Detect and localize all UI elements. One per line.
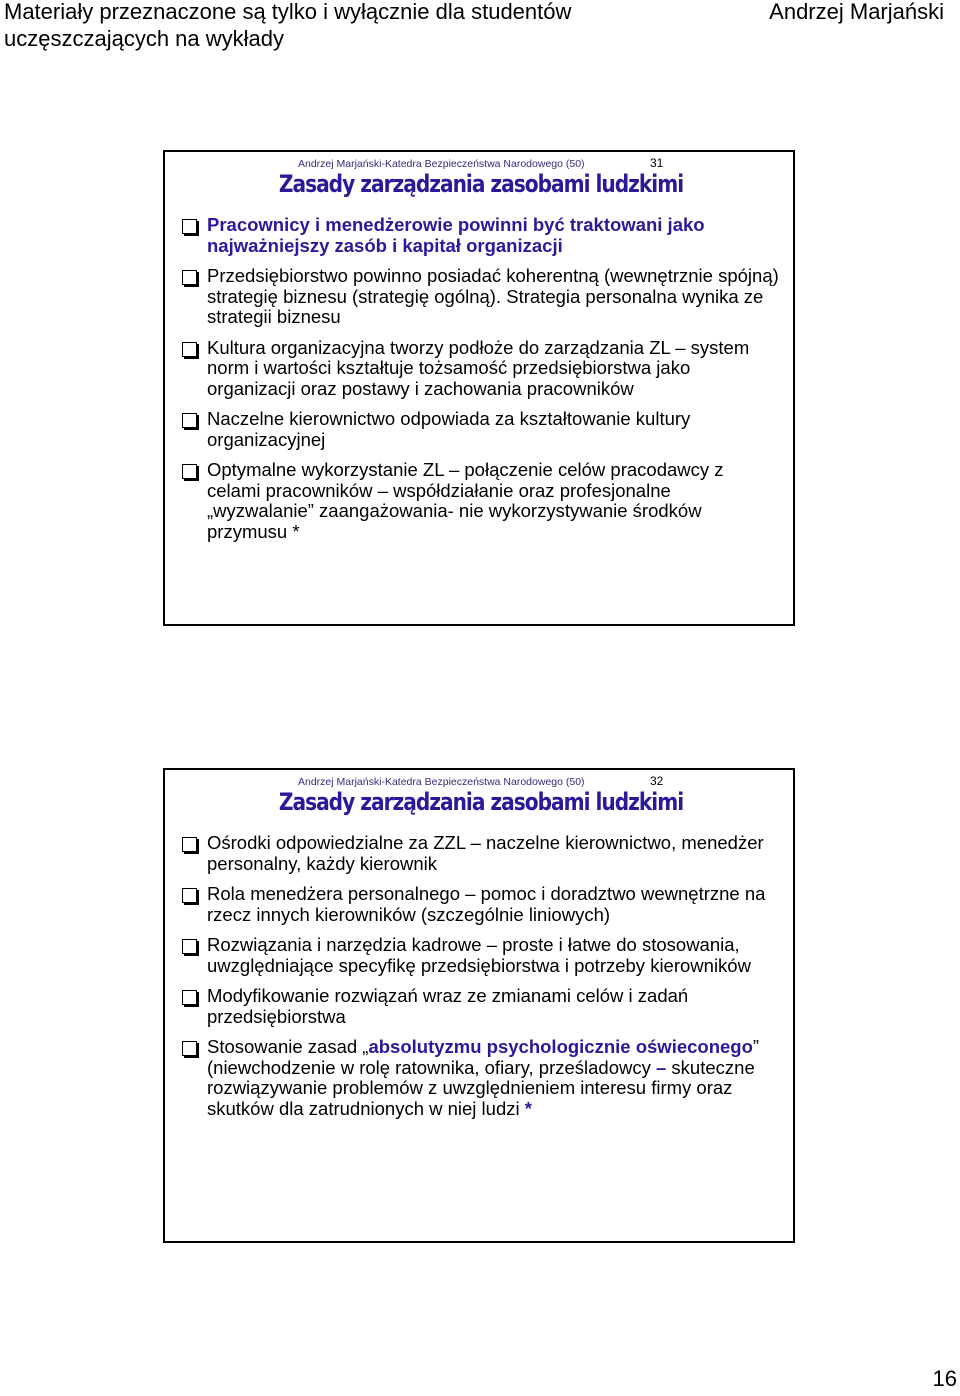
bullet-item: [180, 1037, 780, 1119]
checkbox-bullet-icon: [182, 837, 197, 852]
checkbox-bullet-icon: [182, 888, 197, 903]
checkbox-bullet-icon: [182, 939, 197, 954]
bullet-item: [180, 215, 780, 256]
emphasis-dash: –: [656, 1056, 667, 1078]
slide-31: [163, 150, 795, 626]
checkbox-bullet-icon: [182, 464, 197, 479]
bullet-text: Optymalne wykorzystanie ZL – połączenie celów pracodawcy z celami pracowników – współdziałanie oraz profesjonalne „wyzwalanie” zaangażowania- nie wykorzystywanie środków przymusu *: [207, 459, 724, 542]
bullet-item: [180, 884, 780, 925]
bullet-item: [180, 986, 780, 1027]
bullet-item: [180, 833, 780, 874]
bullet-text-before: Stosowanie zasad „: [207, 1036, 369, 1057]
checkbox-bullet-icon: [182, 219, 197, 234]
bullet-item: [180, 460, 780, 542]
bullet-text: Przedsiębiorstwo powinno posiadać koherentną (wewnętrznie spójną) strategię biznesu (strategię ogólną). Strategia personalna wynika ze strategii biznesu: [207, 265, 779, 327]
checkbox-bullet-icon: [182, 990, 197, 1005]
bullet-item: [180, 266, 780, 328]
bullet-text-after: skuteczne rozwiązywanie problemów z uwzględnieniem interesu firmy oraz skutków dla zatrudnionych w niej ludzi: [207, 1056, 755, 1119]
emphasis-text: absolutyzmu psychologicznie oświeconego: [368, 1036, 753, 1057]
slide-source-line: Andrzej Marjański-Katedra Bezpieczeństwa Narodowego (50): [298, 158, 585, 170]
bullet-text: Ośrodki odpowiedzialne za ZZL – naczelne kierownictwo, menedżer personalny, każdy kierownik: [207, 832, 764, 874]
slide-title: Zasady zarządzania zasobami ludzkimi: [278, 170, 684, 198]
slide-source-line: Andrzej Marjański-Katedra Bezpieczeństwa Narodowego (50): [298, 776, 585, 788]
bullet-text-middle: ” (niewchodzenie w rolę ratownika, ofiary, prześladowcy: [207, 1036, 760, 1078]
bullet-text: Naczelne kierownictwo odpowiada za kształtowanie kultury organizacyjnej: [207, 408, 691, 450]
bullet-item: [180, 935, 780, 976]
bullet-text: Modyfikowanie rozwiązań wraz ze zmianami celów i zadań przedsiębiorstwa: [207, 985, 689, 1027]
checkbox-bullet-icon: [182, 413, 197, 428]
bullet-text: Rola menedżera personalnego – pomoc i doradztwo wewnętrzne na rzecz innych kierowników (szczególnie liniowych): [207, 883, 766, 925]
checkbox-bullet-icon: [182, 342, 197, 357]
bullet-item: [180, 338, 780, 400]
emphasis-asterisk: *: [524, 1097, 532, 1119]
slide-title: Zasady zarządzania zasobami ludzkimi: [278, 788, 684, 816]
slide-32: [163, 768, 795, 1243]
slide-number: 31: [650, 156, 664, 170]
page-header-notice: Materiały przeznaczone są tylko i wyłącznie dla studentów uczęszczających na wykłady: [4, 0, 572, 51]
slide-number: 32: [650, 774, 664, 788]
bullet-text: [207, 1037, 780, 1119]
page-number: 16: [932, 1366, 957, 1391]
bullet-list: [180, 215, 780, 552]
bullet-list: [180, 833, 780, 1129]
bullet-text: Kultura organizacyjna tworzy podłoże do zarządzania ZL – system norm i wartości kształtuje tożsamość przedsiębiorstwa jako organizacji oraz postawy i zachowania pracowników: [207, 336, 750, 399]
bullet-text: Pracownicy i menedżerowie powinni być traktowani jako najważniejszy zasób i kapitał organizacji: [207, 214, 705, 256]
bullet-item: [180, 409, 780, 450]
checkbox-bullet-icon: [182, 1041, 197, 1056]
checkbox-bullet-icon: [182, 270, 197, 285]
page-header-author: Andrzej Marjański: [769, 0, 944, 24]
bullet-text: Rozwiązania i narzędzia kadrowe – proste i łatwe do stosowania, uwzględniające specyfikę przedsiębiorstwa i potrzeby kierowników: [207, 934, 751, 976]
